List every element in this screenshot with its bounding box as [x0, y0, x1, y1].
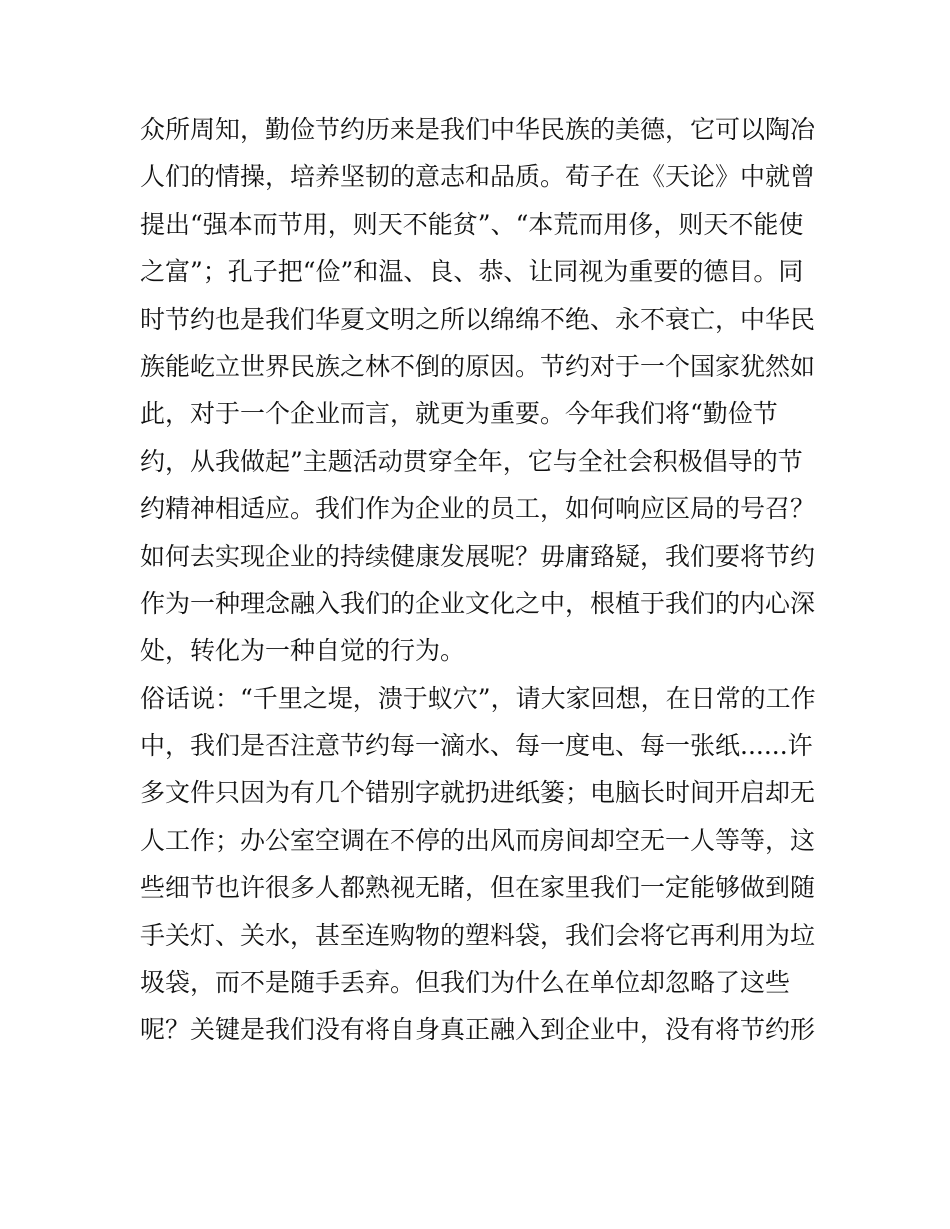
- text-line: 此，对于一个企业而言，就更为重要。今年我们将“勤俭节: [140, 399, 778, 429]
- text-line: 族能屹立世界民族之林不倒的原因。节约对于一个国家犹然如: [140, 351, 816, 381]
- text-line: 圾袋，而不是随手丢弃。但我们为什么在单位却忽略了这些: [140, 968, 791, 998]
- text-line: 提出“强本而节用，则天不能贫”、“本荒而用侈，则天不能使: [140, 209, 804, 239]
- text-line: 呢？关键是我们没有将自身真正融入到企业中，没有将节约形: [140, 1015, 816, 1045]
- text-line: 约，从我做起”主题活动贯穿全年，它与全社会积极倡导的节: [140, 446, 803, 476]
- text-line: 多文件只因为有几个错别字就扔进纸篓；电脑长时间开启却无: [140, 778, 816, 808]
- text-line: 处，转化为一种自觉的行为。: [140, 636, 466, 666]
- text-line: 之富”；孔子把“俭”和温、良、恭、让同视为重要的德目。同: [140, 257, 804, 287]
- body-text: [140, 106, 820, 1054]
- text-line: 约精神相适应。我们作为企业的员工，如何响应区局的号召？: [140, 494, 816, 524]
- text-line: 时节约也是我们华夏文明之所以绵绵不绝、永不衰亡，中华民: [140, 304, 816, 334]
- text-line: 人们的情操，培养坚韧的意志和品质。荀子在《天论》中就曾: [140, 162, 816, 192]
- text-line: 俗话说：“千里之堤，溃于蚁穴”，请大家回想，在日常的工作: [140, 683, 816, 713]
- text-line: 众所周知，勤俭节约历来是我们中华民族的美德，它可以陶冶: [140, 115, 816, 144]
- text-line: 作为一种理念融入我们的企业文化之中，根植于我们的内心深: [140, 588, 816, 618]
- text-line: 中，我们是否注意节约每一滴水、每一度电、每一张纸......许: [140, 731, 813, 761]
- text-line: 手关灯、关水，甚至连购物的塑料袋，我们会将它再利用为垃: [140, 920, 816, 950]
- text-line: 些细节也许很多人都熟视无睹，但在家里我们一定能够做到随: [140, 873, 816, 903]
- text-line: 人工作；办公室空调在不停的出风而房间却空无一人等等，这: [140, 825, 816, 855]
- text-line: 如何去实现企业的持续健康发展呢？毋庸臵疑，我们要将节约: [140, 541, 816, 571]
